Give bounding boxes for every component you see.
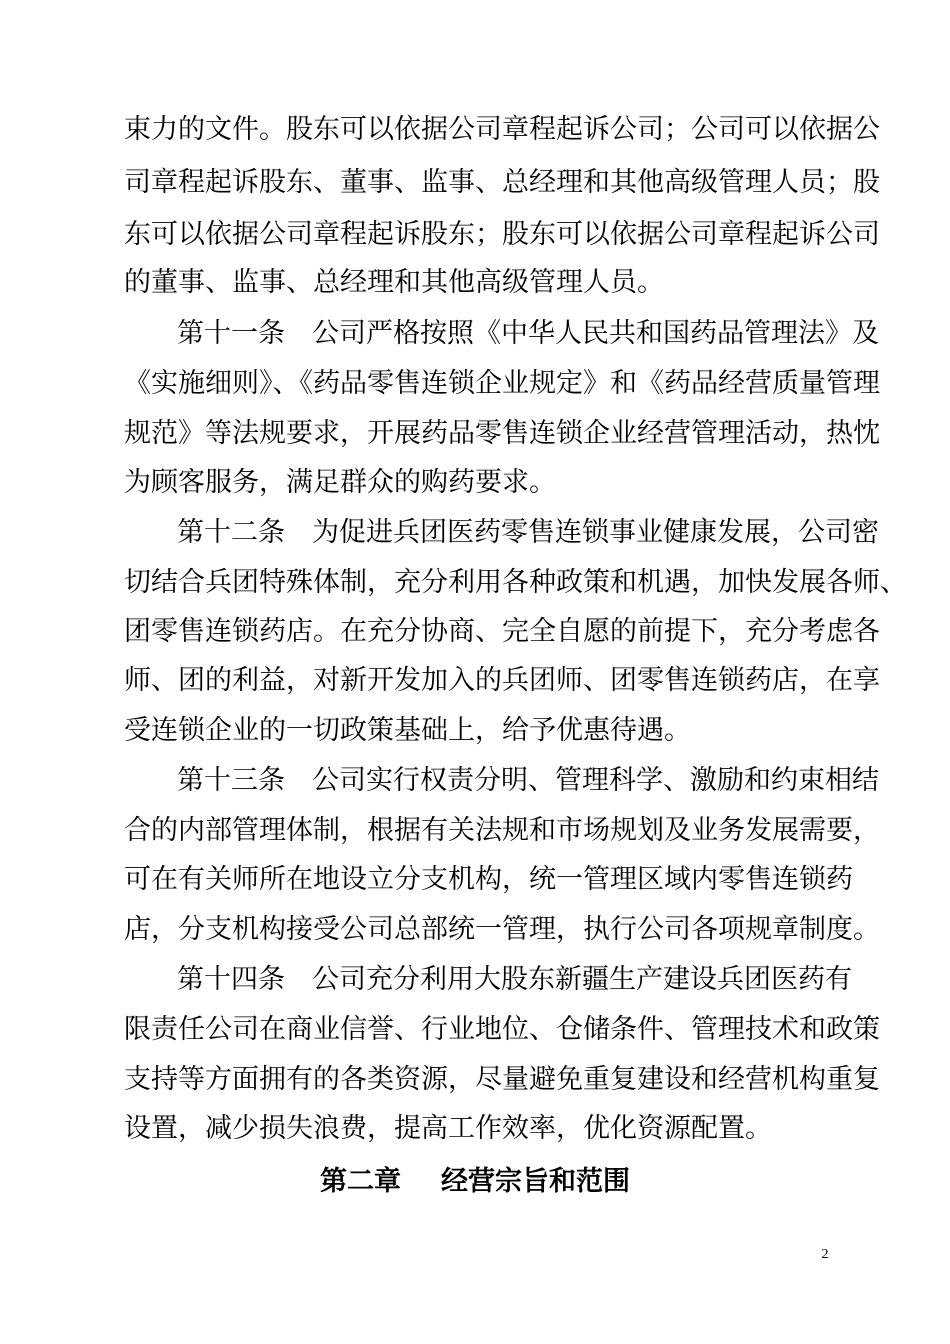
- paragraph-1-line-2: 司章程起诉股东、董事、监事、总经理和其他高级管理人员；股: [124, 167, 880, 198]
- article-11-line-3: 规范》等法规要求，开展药品零售连锁企业经营管理活动，热忱: [124, 418, 880, 449]
- chapter-heading: [0, 1162, 950, 1202]
- article-12-line-3: 团零售连锁药店。在充分协商、完全自愿的前提下，充分考虑各: [124, 616, 880, 647]
- article-12-line-2: 切结合兵团特殊体制，充分利用各种政策和机遇，加快发展各师、: [124, 567, 907, 598]
- article-13-line-3: 可在有关师所在地设立分支机构，统一管理区域内零售连锁药: [124, 864, 853, 895]
- paragraph-1-line-4: 的董事、监事、总经理和其他高级管理人员。: [124, 267, 664, 298]
- article-14-line-4: 设置，减少损失浪费，提高工作效率，优化资源配置。: [124, 1113, 772, 1144]
- article-13-line-1: 第十三条 公司实行权责分明、管理科学、激励和约束相结: [177, 765, 879, 796]
- article-13-line-4: 店，分支机构接受公司总部统一管理，执行公司各项规章制度。: [124, 914, 880, 945]
- page-number: 2: [821, 1247, 829, 1262]
- article-11-line-2: 《实施细则》、《药品零售连锁企业规定》和《药品经营质量管理: [124, 368, 880, 399]
- chapter-number: 第二章: [320, 1166, 401, 1197]
- paragraph-1-line-1: 束力的文件。股东可以依据公司章程起诉公司；公司可以依据公: [124, 114, 880, 145]
- article-12-line-4: 师、团的利益，对新开发加入的兵团师、团零售连锁药店，在享: [124, 665, 880, 696]
- article-13-line-2: 合的内部管理体制，根据有关法规和市场规划及业务发展需要，: [124, 815, 880, 846]
- article-14-line-1: 第十四条 公司充分利用大股东新疆生产建设兵团医药有: [177, 964, 852, 995]
- article-14-line-2: 限责任公司在商业信誉、行业地位、仓储条件、管理技术和政策: [124, 1014, 880, 1045]
- article-12-line-1: 第十二条 为促进兵团医药零售连锁事业健康发展，公司密: [177, 517, 879, 548]
- article-11-line-1: 第十一条 公司严格按照《中华人民共和国药品管理法》及: [177, 318, 879, 349]
- article-14-line-3: 支持等方面拥有的各类资源，尽量避免重复建设和经营机构重复: [124, 1064, 880, 1095]
- chapter-title: 经营宗旨和范围: [441, 1166, 630, 1197]
- paragraph-1-line-3: 东可以依据公司章程起诉股东；股东可以依据公司章程起诉公司: [124, 219, 880, 250]
- article-11-line-4: 为顾客服务，满足群众的购药要求。: [124, 467, 556, 498]
- article-12-line-5: 受连锁企业的一切政策基础上，给予优惠待遇。: [124, 715, 691, 746]
